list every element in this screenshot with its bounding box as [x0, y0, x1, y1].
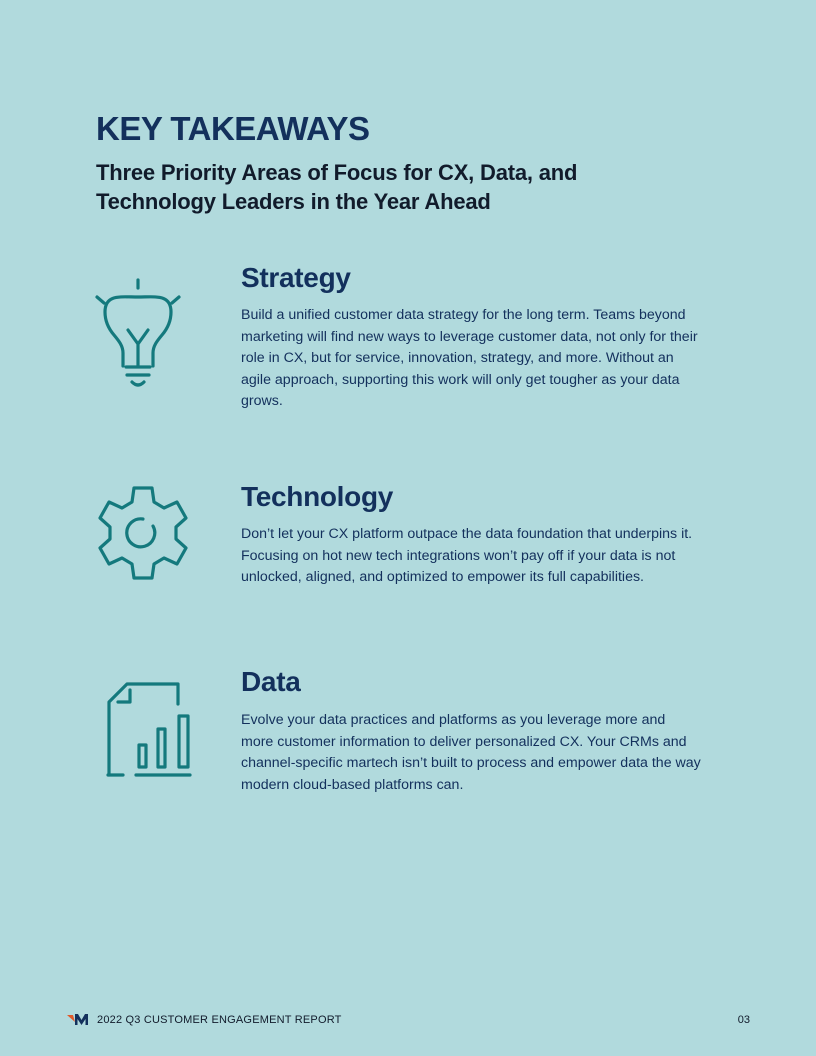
page-number: 03 [737, 1014, 750, 1026]
section-body-technology: Don’t let your CX platform outpace the data foundation that underpins it. Focusing on hot new tech integrations won’t pay off if your data is not unlocked, aligned, and optimized to empower its full capabilities. [241, 526, 693, 586]
section-title-technology: Technology [241, 481, 394, 512]
section-title-strategy: Strategy [241, 262, 351, 293]
section-body-data: Evolve your data practices and platforms as you leverage more and more customer information to deliver personalized CX. Your CRMs and channel-specific martech isn’t built to process and empower data the way modern cloud-based platforms can. [241, 712, 701, 793]
bar-chart-document-icon [88, 672, 198, 792]
brand-logo-icon [66, 1012, 90, 1028]
page-subtitle: Three Priority Areas of Focus for CX, Data, and Technology Leaders in the Year Ahead [96, 160, 578, 214]
page-footer [66, 1012, 750, 1032]
section-body-strategy: Build a unified customer data strategy for the long term. Teams beyond marketing will find new ways to leverage customer data, not only for their role in CX, but for service, innovation, strategy, and more. Without an agile approach, supporting this work will only get tougher as your data grows. [241, 307, 698, 410]
footer-report-name: 2022 Q3 CUSTOMER ENGAGEMENT REPORT [97, 1014, 342, 1026]
lightbulb-icon [88, 272, 198, 392]
page-kicker: KEY TAKEAWAYS [96, 110, 370, 147]
gear-icon [88, 480, 198, 600]
section-title-data: Data [241, 666, 301, 697]
